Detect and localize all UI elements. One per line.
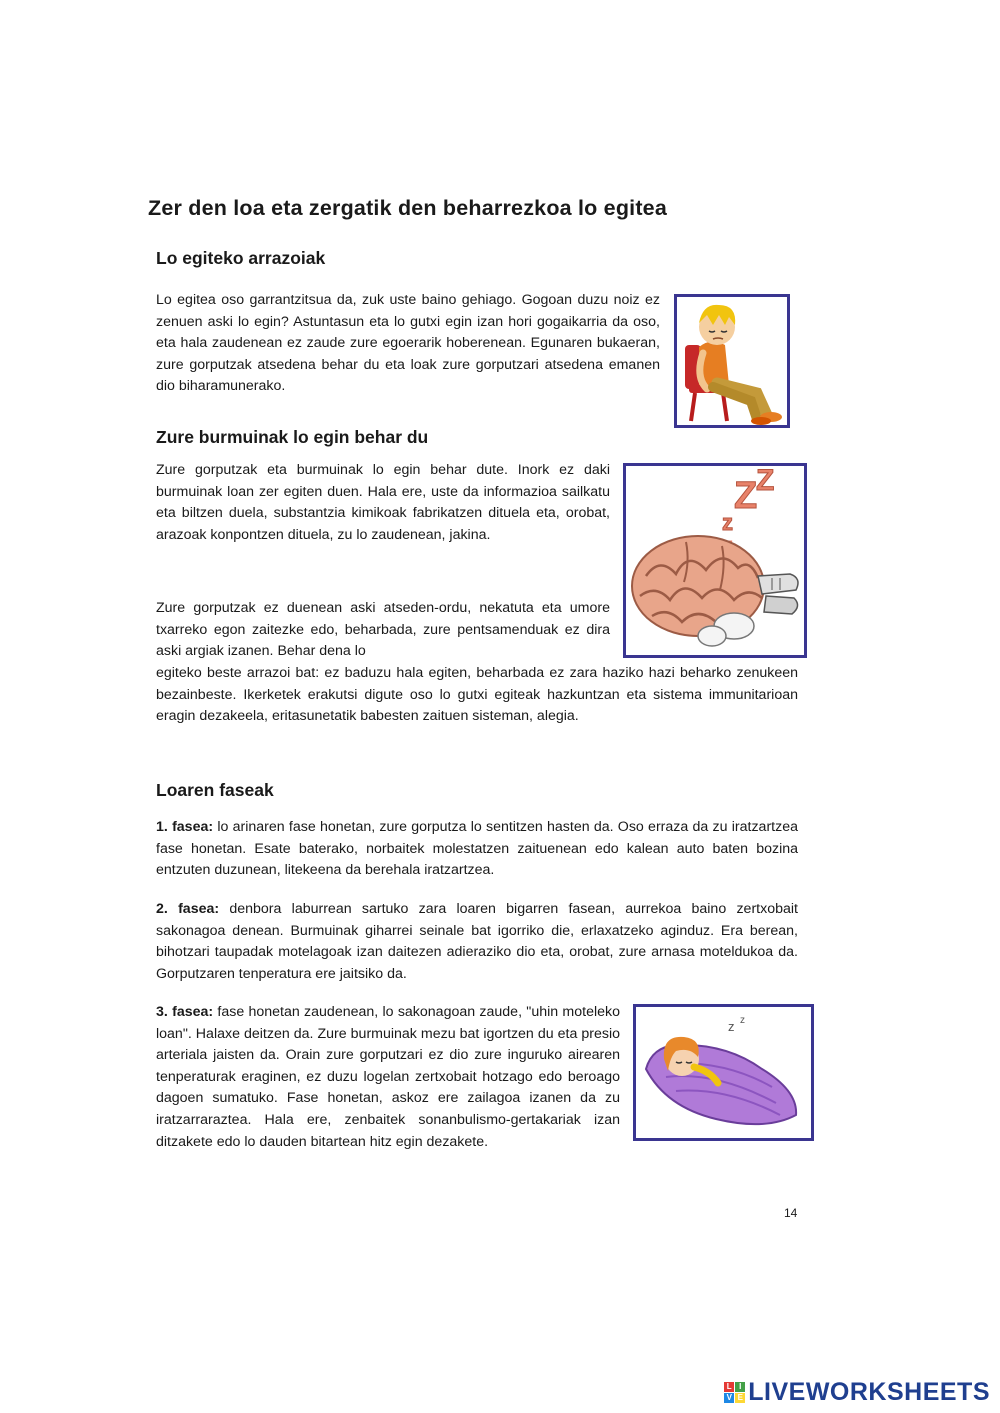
sleeping-girl-illustration (636, 1007, 811, 1138)
section-paragraph-reasons: Lo egitea oso garrantzitsua da, zuk uste baino gehiago. Gogoan duzu noiz ez zenuen aski lo egin? Astuntasun eta lo gutxi egin izan hori gogaikarria da oso, eta hala zaudenean ez zaude zure egoerarik hoberenean. Egunaren bukaeran, zure gorputzak atsedena behar du eta loak zure gorputzari atsedena emanen dio biharamunerako. (156, 292, 660, 395)
section-paragraph-brain-1: Zure gorputzak eta burmuinak lo egin behar dute. Inork ez daki burmuinak loan zer egiten duen. Hala ere, uste da informazioa sailkatu eta biltzen duela, substantzia kimikoak fabrikatzen dituela eta, orobat, arazoak konpontzen dituela, zu lo zaudenean, jakina. (156, 462, 610, 543)
section-heading-phases: Loaren faseak (156, 780, 274, 800)
sleep-letter-2: Z (756, 466, 775, 497)
phase-2-paragraph (156, 899, 798, 985)
section-heading-reasons: Lo egiteko arrazoiak (156, 248, 326, 268)
sleep-letter-3: z (722, 510, 733, 535)
sleep-letter-5: z (728, 1019, 735, 1034)
sleeping-girl-image (633, 1004, 814, 1141)
phase-1-paragraph (156, 817, 798, 882)
logo-tile-l: L (724, 1382, 734, 1392)
tired-boy-illustration (677, 297, 787, 425)
section-paragraph-brain-2a: Zure gorputzak ez duenean aski atseden-ordu, nekatuta eta umore txarreko egon zaitezke edo, beharbada, zure pentsamenduak ez dira aski argiak izanen. Behar dena lo (156, 600, 610, 660)
tired-boy-image (674, 294, 790, 428)
phase-3-text: fase honetan zaudenean, lo sakonagoan zaude, "uhin moteleko loan". Halaxe deitzen da. Zure burmuinak mezu bat igortzen du eta presio arteriala jaisten da. Orain zure gorputzari ez dio zure inguruko airearen tenperaturak eraginen, ez duzu logelan zertxobait hotzago edo beroago dagoen sumatuko. Fase honetan, askoz ere zailagoa izanen da zu iratzarraraztea. Hala ere, zenbaitek sonanbulismo-gertakariak izan ditzakete edo lo dauden bitartean hitz egin dezakete. (156, 1004, 620, 1150)
phase-3-paragraph (156, 1002, 620, 1153)
sleep-letter-1: Z (734, 475, 758, 517)
sleeping-brain-image (623, 463, 807, 658)
logo-tile-v: V (724, 1393, 734, 1403)
sleeping-brain-illustration (626, 466, 804, 655)
sleep-letter-6: z (740, 1015, 745, 1026)
section-paragraph-brain-2b: egiteko beste arrazoi bat: ez baduzu hala egiten, beharbada ez zara haziko hazi beharko zenukeen bezainbeste. Ikerketek erakutsi digute oso lo gutxi egiteak hazkuntzan eta sistema immunitarioan eragin dezakeela, eritasunetatik babesten zaituen sisteman, alegia. (156, 665, 798, 725)
logo-tiles (724, 1382, 745, 1403)
phase-2-label: 2. fasea: (156, 901, 220, 917)
phase-1-label: 1. fasea: (156, 819, 214, 835)
phase-2-text: denbora laburrean sartuko zara loaren bigarren fasean, aurrekoa baino zertxobait sakonagoa denean. Burmuinak giharrei seinale bat igorriko die, erlaxatzeko aginduz. Era berean, bihotzari taupadak motelagoak izan daitezen adieraziko dio eta, orobat, zure arnasa moteldukoa da. Gorputzaren tenperatura ere jaitsiko da. (156, 901, 798, 982)
page-title: Zer den loa eta zergatik den beharrezkoa lo egitea (148, 196, 667, 220)
section-heading-brain: Zure burmuinak lo egin behar du (156, 427, 429, 447)
liveworksheets-logo (724, 1378, 990, 1407)
logo-text: LIVEWORKSHEETS (748, 1378, 990, 1406)
phase-1-text: lo arinaren fase honetan, zure gorputza lo sentitzen hasten da. Oso erraza da zu iratzartzea fase honetan. Esate baterako, norbaitek molestatzen zaituenean edo kalean auto baten bozina entzuten duzunean, litekeena da berehala iratzartzea. (156, 819, 798, 879)
logo-tile-e: E (735, 1393, 745, 1403)
logo-tile-i: I (735, 1382, 745, 1392)
phase-3-label: 3. fasea: (156, 1004, 214, 1020)
page-number: 14 (784, 1206, 798, 1220)
